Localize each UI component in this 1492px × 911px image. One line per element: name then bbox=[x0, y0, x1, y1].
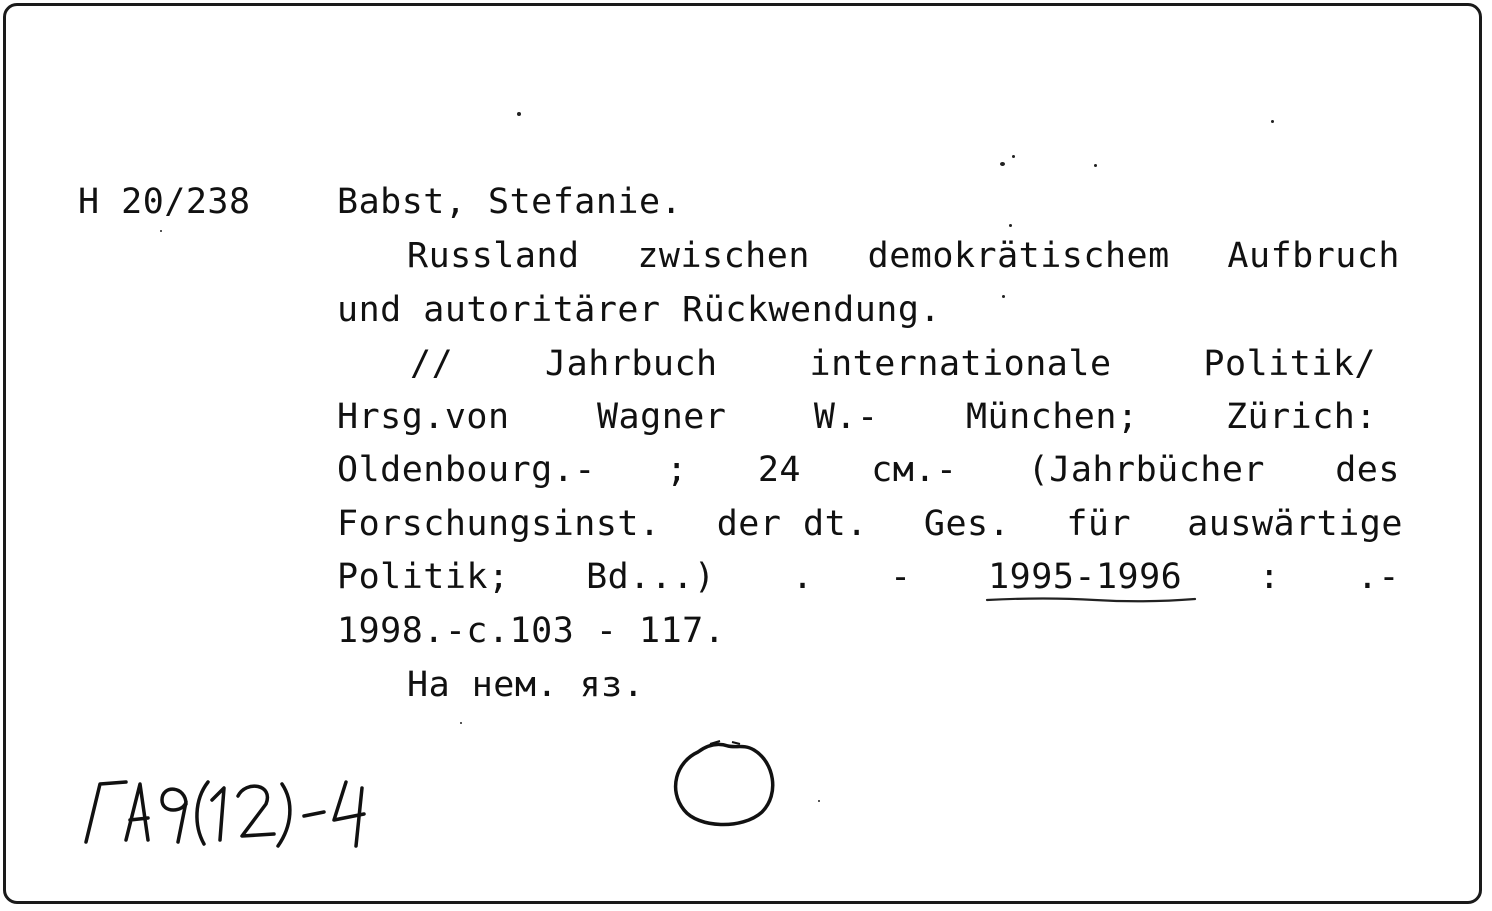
scan-speck bbox=[160, 230, 162, 232]
handwritten-shelfmark bbox=[78, 770, 398, 850]
series-word: Ges. bbox=[923, 504, 1011, 544]
series-word: : bbox=[1258, 557, 1281, 597]
series-word: Hrsg.von bbox=[337, 397, 510, 437]
series-word: см.- bbox=[871, 450, 958, 490]
series-word: // bbox=[410, 344, 454, 384]
scan-speck bbox=[1271, 120, 1274, 123]
series-word: München; bbox=[965, 397, 1139, 437]
scan-speck bbox=[1094, 164, 1097, 167]
series-word: Zürich: bbox=[1225, 397, 1377, 437]
series-word: Bd...) bbox=[586, 557, 716, 597]
title-word: Russland bbox=[407, 236, 580, 276]
series-line-1 bbox=[410, 344, 1376, 384]
series-line-4 bbox=[337, 504, 1403, 544]
series-word: Politik/ bbox=[1203, 344, 1376, 384]
hand-underline bbox=[985, 596, 1197, 604]
series-word: der dt. bbox=[716, 504, 868, 544]
series-word: des bbox=[1335, 450, 1400, 490]
series-word: Oldenbourg.- bbox=[337, 450, 596, 490]
series-line-2 bbox=[337, 397, 1377, 437]
series-word: 24 bbox=[757, 450, 802, 490]
series-word: für bbox=[1066, 504, 1132, 544]
series-word: .- bbox=[1356, 557, 1400, 597]
series-word: Forschungsinst. bbox=[337, 504, 661, 544]
series-word: . bbox=[791, 557, 814, 597]
series-word: - bbox=[890, 557, 912, 597]
series-word: Wagner bbox=[596, 397, 727, 437]
author-heading: Babst, Stefanie. bbox=[337, 182, 683, 222]
scan-speck bbox=[1002, 295, 1005, 298]
stamp-circle-mark bbox=[668, 738, 780, 832]
series-word: Jahrbuch bbox=[545, 344, 718, 384]
scan-speck bbox=[1012, 155, 1015, 158]
scan-speck bbox=[460, 722, 462, 724]
language-note: На нем. яз. bbox=[407, 665, 645, 705]
title-word: demokrätischem bbox=[867, 236, 1170, 276]
scan-speck bbox=[1009, 224, 1012, 227]
pages-line: 1998.-с.103 - 117. bbox=[337, 611, 726, 651]
series-line-5 bbox=[337, 557, 1400, 597]
series-word: internationale bbox=[809, 344, 1112, 384]
title-word: Aufbruch bbox=[1227, 236, 1400, 276]
series-word-years: 1995-1996 bbox=[988, 557, 1183, 597]
series-word: W.- bbox=[813, 397, 879, 437]
series-word: ; bbox=[666, 450, 688, 490]
series-word: auswärtige bbox=[1187, 504, 1403, 544]
scan-speck bbox=[517, 112, 521, 116]
call-number: Н 20/238 bbox=[78, 182, 251, 222]
title-line-1 bbox=[407, 236, 1400, 276]
series-word: Politik; bbox=[337, 557, 510, 597]
scan-speck bbox=[818, 800, 820, 802]
title-word: zwischen bbox=[637, 236, 810, 276]
series-line-3 bbox=[337, 450, 1400, 490]
scan-speck bbox=[1000, 162, 1005, 166]
series-word: (Jahrbücher bbox=[1027, 450, 1266, 490]
title-line-2: und autoritärer Rückwendung. bbox=[337, 290, 942, 330]
